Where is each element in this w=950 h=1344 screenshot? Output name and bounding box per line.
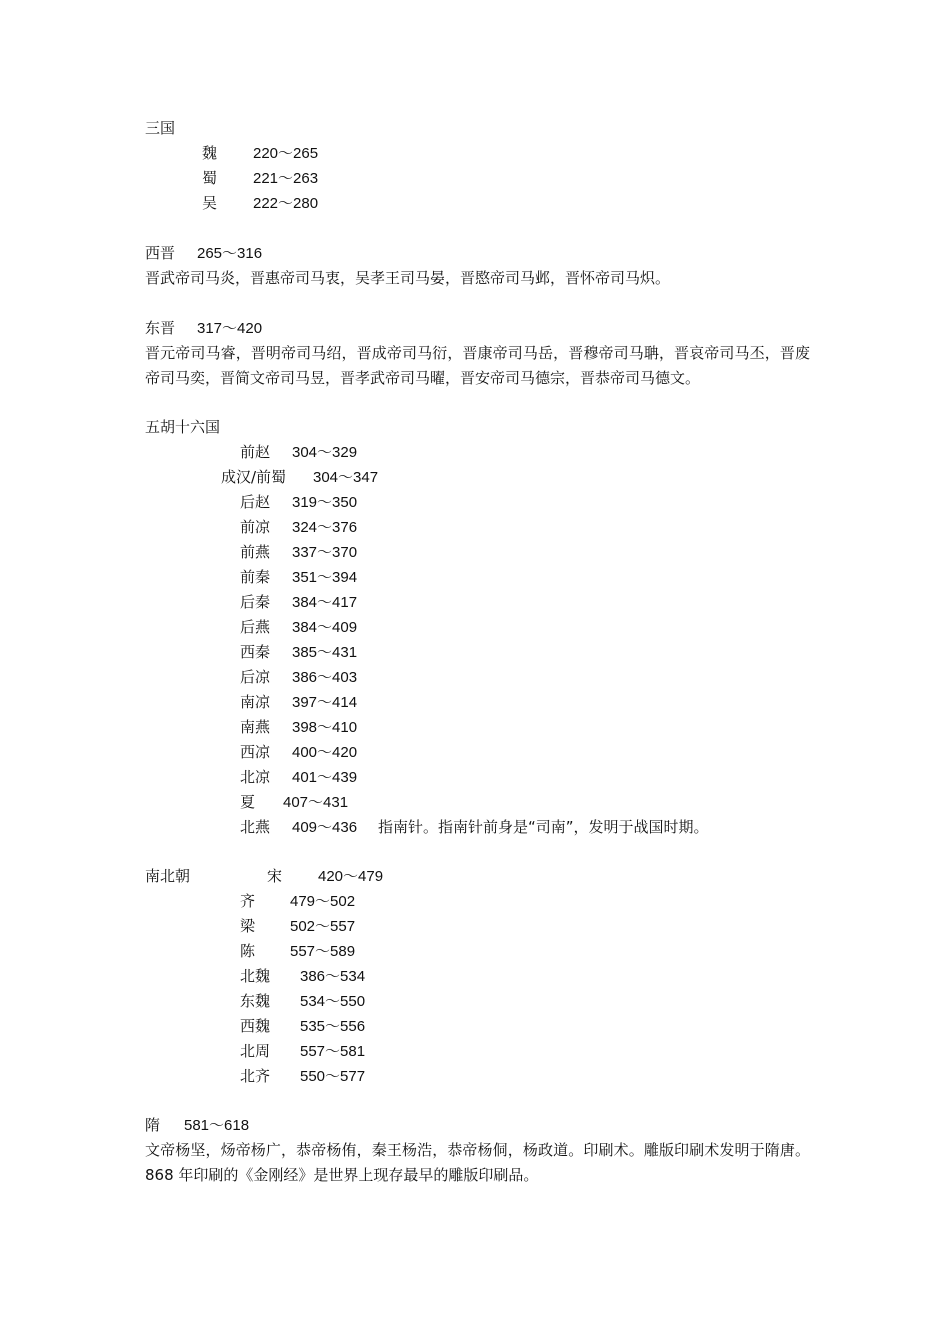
state-name: 后赵 bbox=[240, 493, 271, 511]
state-name: 后燕 bbox=[240, 618, 271, 636]
state-name: 吴 bbox=[202, 194, 218, 212]
state-years: 479～502 bbox=[290, 893, 356, 910]
state-years: 386～534 bbox=[300, 968, 366, 985]
state-name: 北魏 bbox=[240, 967, 271, 985]
state-name: 北燕 bbox=[240, 818, 271, 836]
state-years: 386～403 bbox=[292, 669, 358, 686]
state-name: 陈 bbox=[240, 942, 256, 960]
wuhu-heading-text: 五胡十六国 bbox=[145, 418, 221, 436]
state-name: 蜀 bbox=[202, 169, 218, 187]
state-years: 397～414 bbox=[292, 694, 358, 711]
xijin-emperors: 晋武帝司马炎，晋惠帝司马衷，吴孝王司马晏，晋愍帝司马邺，晋怀帝司马炽。 bbox=[145, 269, 671, 287]
state-name: 前秦 bbox=[240, 568, 271, 586]
dynasty-name: 西晋 bbox=[145, 244, 176, 262]
state-name: 西秦 bbox=[240, 643, 271, 661]
state-years: 400～420 bbox=[292, 744, 358, 761]
state-name: 成汉/前蜀 bbox=[221, 468, 287, 486]
state-years: 222～280 bbox=[253, 195, 319, 212]
state-years: 384～417 bbox=[292, 594, 358, 611]
compass-note: 指南针。指南针前身是“司南”，发明于战国时期。 bbox=[378, 818, 709, 836]
state-name: 后秦 bbox=[240, 593, 271, 611]
state-years: 319～350 bbox=[292, 494, 358, 511]
state-years: 221～263 bbox=[253, 170, 319, 187]
state-name: 梁 bbox=[240, 917, 256, 935]
state-years: 324～376 bbox=[292, 519, 358, 536]
dynasty-years: 317～420 bbox=[197, 320, 263, 337]
sui-description: 文帝杨坚，炀帝杨广，恭帝杨侑，秦王杨浩，恭帝杨侗，杨政道。印刷术。雕版印刷术发明于隋唐。868 年印刷的《金刚经》是世界上现存最早的雕版印刷品。 bbox=[145, 1141, 810, 1184]
state-years: 398～410 bbox=[292, 719, 358, 736]
nanbeichao-heading: 南北朝 bbox=[145, 867, 191, 885]
dynasty-years: 265～316 bbox=[197, 245, 263, 262]
state-name: 西凉 bbox=[240, 743, 271, 761]
state-name: 前凉 bbox=[240, 518, 271, 536]
state-years: 502～557 bbox=[290, 918, 356, 935]
state-name: 夏 bbox=[240, 793, 256, 811]
state-name: 前燕 bbox=[240, 543, 271, 561]
state-years: 351～394 bbox=[292, 569, 358, 586]
state-years: 557～581 bbox=[300, 1043, 366, 1060]
dynasty-name: 隋 bbox=[145, 1116, 161, 1134]
state-years: 385～431 bbox=[292, 644, 358, 661]
sanguo-heading-text: 三国 bbox=[145, 119, 176, 137]
state-name: 北凉 bbox=[240, 768, 271, 786]
state-name: 北周 bbox=[240, 1042, 271, 1060]
state-years: 384～409 bbox=[292, 619, 358, 636]
dynasty-years: 581～618 bbox=[184, 1117, 250, 1134]
wuhu-heading bbox=[145, 415, 220, 440]
state-years: 550～577 bbox=[300, 1068, 366, 1085]
state-years: 420～479 bbox=[318, 868, 384, 885]
state-years: 534～550 bbox=[300, 993, 366, 1010]
state-name: 后凉 bbox=[240, 668, 271, 686]
state-name: 北齐 bbox=[240, 1067, 271, 1085]
state-years: 557～589 bbox=[290, 943, 356, 960]
dongjin-emperors: 晋元帝司马睿，晋明帝司马绍，晋成帝司马衍，晋康帝司马岳，晋穆帝司马聃，晋哀帝司马丕，晋废帝司马奕，晋简文帝司马昱，晋孝武帝司马曜，晋安帝司马德宗，晋恭帝司马德文。 bbox=[145, 344, 810, 387]
state-years: 409～436 bbox=[292, 819, 358, 836]
state-name: 宋 bbox=[267, 867, 283, 885]
state-name: 东魏 bbox=[240, 992, 271, 1010]
state-years: 220～265 bbox=[253, 145, 319, 162]
state-name: 南燕 bbox=[240, 718, 271, 736]
state-years: 337～370 bbox=[292, 544, 358, 561]
state-years: 407～431 bbox=[283, 794, 349, 811]
state-name: 南凉 bbox=[240, 693, 271, 711]
state-name: 魏 bbox=[202, 144, 218, 162]
state-name: 齐 bbox=[240, 892, 256, 910]
state-years: 304～347 bbox=[313, 469, 379, 486]
state-years: 304～329 bbox=[292, 444, 358, 461]
state-name: 西魏 bbox=[240, 1017, 271, 1035]
state-years: 401～439 bbox=[292, 769, 358, 786]
sanguo-heading bbox=[145, 116, 175, 141]
dynasty-name: 东晋 bbox=[145, 319, 176, 337]
state-years: 535～556 bbox=[300, 1018, 366, 1035]
state-name: 前赵 bbox=[240, 443, 271, 461]
